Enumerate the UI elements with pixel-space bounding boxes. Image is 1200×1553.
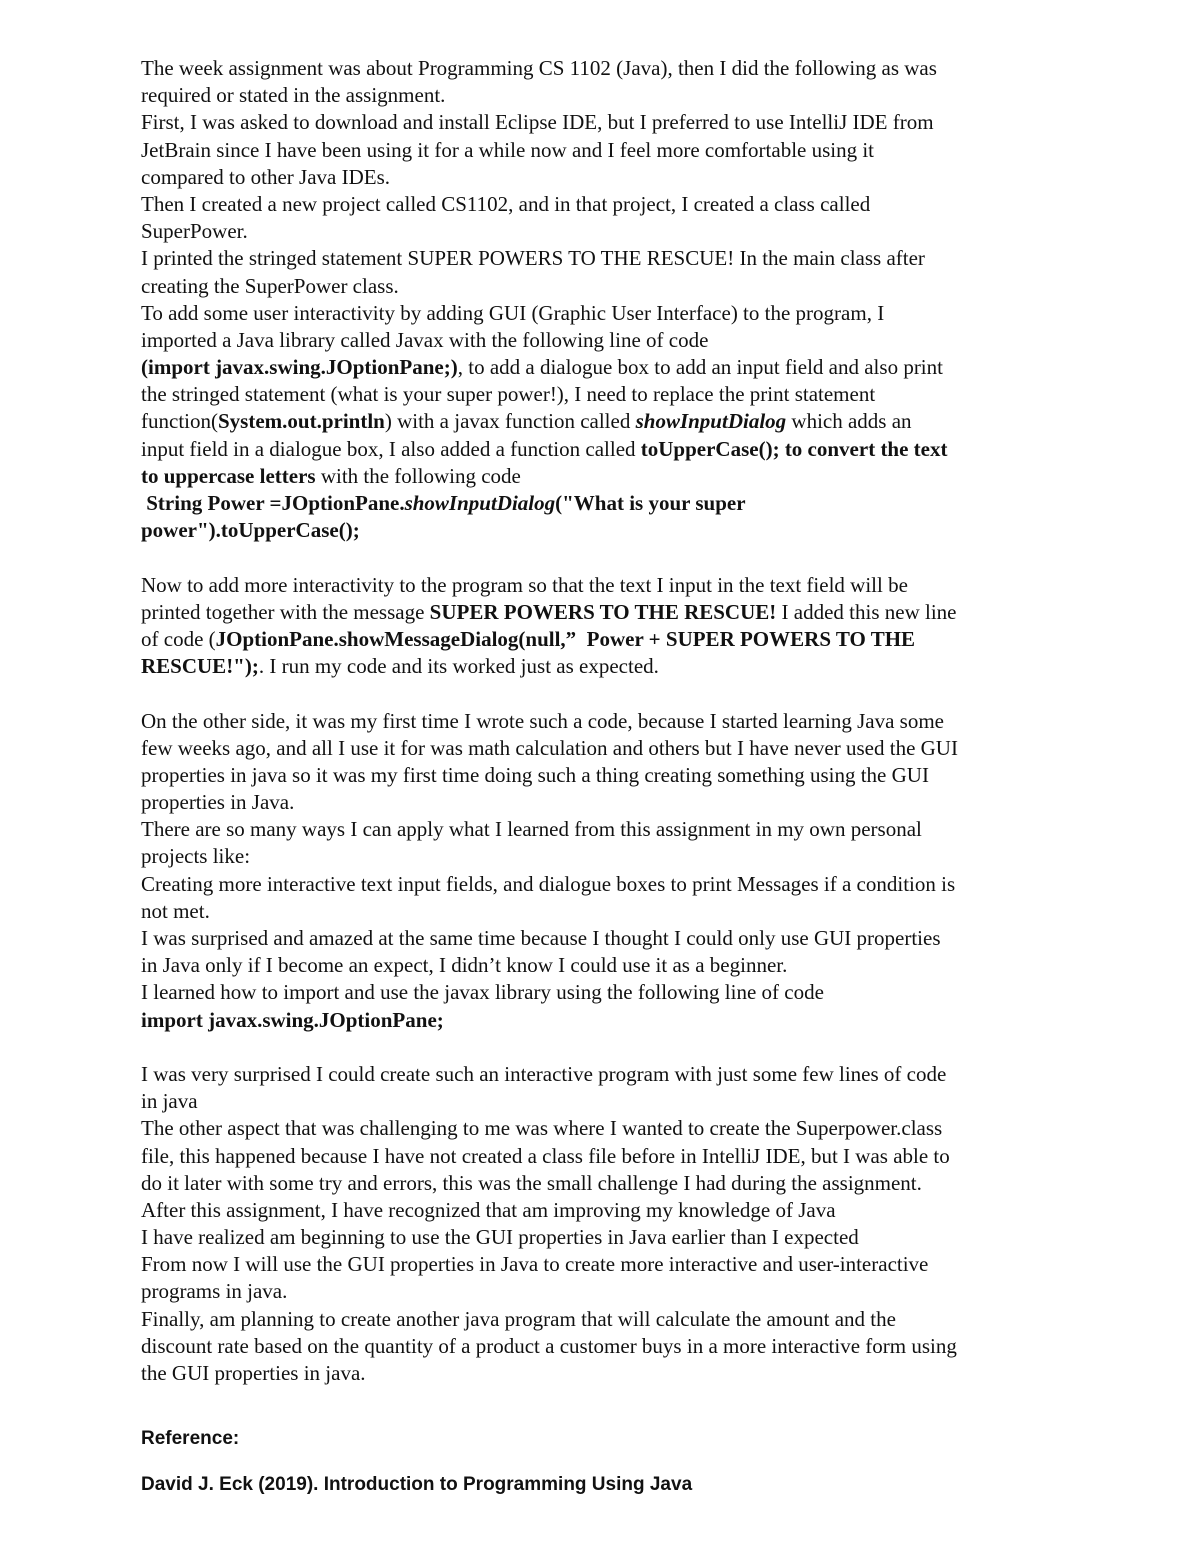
text-line [141, 1115, 1066, 1142]
text-line [141, 816, 1066, 843]
text-run: compared to other Java IDEs. [141, 164, 390, 189]
text-line [141, 327, 1066, 354]
text-line [141, 490, 1066, 517]
text-run: imported a Java library called Javax with the following line of code [141, 327, 709, 352]
text-run: JetBrain since I have been using it for a while now and I feel more comfortable using it [141, 137, 875, 162]
text-run: I was surprised and amazed at the same time because I thought I could only use GUI properties [141, 926, 941, 950]
text-line [141, 1007, 1066, 1034]
text-run: discount rate based on the quantity of a product a customer buys in a more interactive form using [141, 1333, 957, 1358]
text-line [141, 626, 1066, 653]
text-run: From now I will use the GUI properties in Java to create more interactive and user-interactive [141, 1252, 929, 1277]
text-line [141, 55, 1066, 82]
text-line [141, 109, 1066, 136]
text-line [141, 1278, 1066, 1305]
text-line [141, 517, 1066, 544]
text-run: in java [141, 1089, 198, 1114]
text-line [141, 1197, 1066, 1224]
text-run: Creating more interactive text input fields, and dialogue boxes to print Messages if a condition is [141, 871, 956, 896]
text-line [141, 843, 1066, 870]
text-run: I added this new line [776, 599, 957, 624]
text-run: do it later with some try and errors, this was the small challenge I had during the assignment. [141, 1170, 922, 1195]
text-run: properties in Java. [141, 790, 295, 815]
text-line [141, 408, 1066, 435]
text-line [141, 273, 1066, 300]
text-run: function( [141, 409, 218, 434]
bold-text-run: ("What is your super [555, 491, 746, 515]
text-line [141, 381, 1066, 408]
text-run: , to add a dialogue box to add an input field and also print [457, 355, 943, 380]
text-line [141, 1224, 1066, 1251]
text-run: with the following code [315, 463, 521, 488]
text-run: First, I was asked to download and install Eclipse IDE, but I preferred to use IntelliJ IDE from [141, 110, 934, 135]
text-run: The week assignment was about Programming CS 1102 (Java), then I did the following as was [141, 56, 937, 80]
bold-text-run: RESCUE!"); [141, 654, 259, 679]
text-run: On the other side, it was my first time I wrote such a code, because I started learning Java some [141, 708, 944, 733]
text-run: the GUI properties in java. [141, 1361, 366, 1385]
text-line [141, 925, 1066, 952]
text-run: SuperPower. [141, 219, 248, 244]
bold-text-run: System.out.println [217, 409, 385, 434]
text-line [141, 354, 1066, 381]
text-line [141, 1170, 1066, 1197]
text-run: To add some user interactivity by adding GUI (Graphic User Interface) to the program, I [141, 300, 885, 325]
text-line [141, 82, 1066, 109]
text-line [141, 1061, 1066, 1088]
blank-line [141, 1034, 1066, 1061]
text-line [141, 137, 1066, 164]
bold-text-run: SUPER POWERS TO THE RESCUE! [429, 599, 777, 624]
text-run: in Java only if I become an expect, I didn’t know I could use it as a beginner. [141, 953, 788, 978]
text-run: creating the SuperPower class. [141, 273, 399, 298]
text-line [141, 1333, 1066, 1360]
bold-text-run: toUpperCase(); to convert the text [640, 436, 948, 461]
text-line [141, 979, 1066, 1006]
text-line [141, 735, 1066, 762]
text-run: I printed the stringed statement SUPER POWERS TO THE RESCUE! In the main class after [141, 246, 925, 271]
text-run: properties in java so it was my first time doing such a thing creating something using the GUI [141, 762, 929, 787]
blank-line [141, 680, 1066, 707]
text-run: input field in a dialogue box, I also added a function called [141, 436, 641, 461]
bold-text-run: showInputDialog [404, 491, 556, 515]
text-line [141, 436, 1066, 463]
text-run: . I run my code and its worked just as expected. [258, 654, 659, 679]
text-run: ) with a javax function called [384, 409, 636, 434]
text-run: The other aspect that was challenging to me was where I wanted to create the Superpower.class [141, 1116, 943, 1141]
text-line [141, 1306, 1066, 1333]
text-line [141, 762, 1066, 789]
text-run: printed together with the message [141, 599, 430, 624]
text-run: Now to add more interactivity to the program so that the text I input in the text field will be [141, 572, 908, 597]
assignment-body [141, 55, 1066, 1387]
text-run: required or stated in the assignment. [141, 83, 446, 108]
text-line [141, 871, 1066, 898]
text-line [141, 463, 1066, 490]
text-line [141, 653, 1066, 680]
text-line [141, 191, 1066, 218]
text-line [141, 1251, 1066, 1278]
reference-entry: David J. Eck (2019). Introduction to Programming Using Java [141, 1474, 693, 1495]
bold-text-run: JOptionPane.showMessageDialog(null,” Power + SUPER POWERS TO THE [215, 626, 916, 651]
text-run: few weeks ago, and all I use it for was math calculation and others but I have never used the GUI [141, 735, 958, 760]
text-run: which adds an [786, 409, 912, 434]
text-line [141, 245, 1066, 272]
text-line [141, 898, 1066, 925]
text-line [141, 300, 1066, 327]
text-line [141, 789, 1066, 816]
text-run: file, this happened because I have not created a class file before in IntelliJ IDE, but I was able to [141, 1143, 950, 1168]
text-line [141, 952, 1066, 979]
text-line [141, 1088, 1066, 1115]
text-run: programs in java. [141, 1279, 288, 1304]
bold-text-run: (import javax.swing.JOptionPane;) [141, 355, 458, 380]
text-line [141, 572, 1066, 599]
text-line [141, 1143, 1066, 1170]
text-run: I have realized am beginning to use the GUI properties in Java earlier than I expected [141, 1225, 859, 1250]
text-run: I was very surprised I could create such an interactive program with just some few lines of code [141, 1061, 947, 1086]
text-run: There are so many ways I can apply what I learned from this assignment in my own personal [141, 817, 922, 842]
text-line [141, 708, 1066, 735]
text-run: Finally, am planning to create another java program that will calculate the amount and the [141, 1306, 896, 1331]
bold-text-run: import javax.swing.JOptionPane; [141, 1007, 444, 1032]
bold-text-run: power").toUpperCase(); [141, 518, 360, 543]
text-run: the stringed statement (what is your super power!), I need to replace the print statement [141, 382, 876, 407]
text-line [141, 599, 1066, 626]
text-line [141, 218, 1066, 245]
bold-text-run: to uppercase letters [141, 463, 316, 488]
text-run: I learned how to import and use the javax library using the following line of code [141, 980, 824, 1005]
text-run: After this assignment, I have recognized that am improving my knowledge of Java [141, 1197, 836, 1222]
text-run: of code ( [141, 626, 216, 651]
text-run: Then I created a new project called CS1102, and in that project, I created a class called [141, 191, 871, 216]
text-line [141, 1360, 1066, 1387]
blank-line [141, 544, 1066, 571]
bold-text-run: String Power =JOptionPane. [141, 491, 405, 515]
reference-heading: Reference: [141, 1428, 240, 1449]
text-line [141, 164, 1066, 191]
text-run: projects like: [141, 844, 251, 869]
bold-text-run: showInputDialog [635, 409, 787, 434]
text-run: not met. [141, 898, 210, 923]
